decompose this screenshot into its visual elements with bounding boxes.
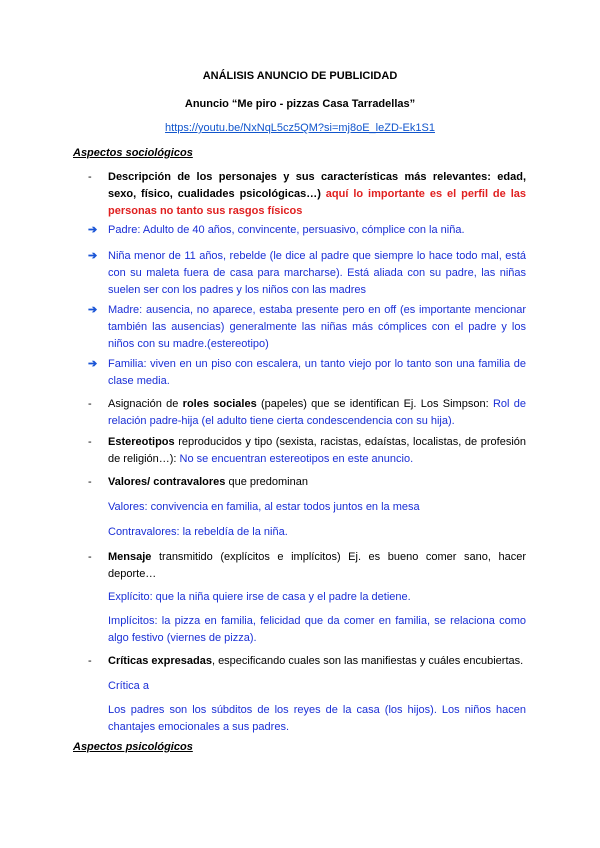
valores-label: Valores/ contravalores [108,476,226,488]
arrow-icon: ➔ [88,250,98,262]
dash-marker: - [88,655,92,667]
criticas-label: Críticas expresadas [108,655,212,667]
madre-item: Madre: ausencia, no aparece, estaba presente pero en off (es importante mencionar también las ausencias) generalmente las niñas más cómplices con el padre y los niños con su madre.(estereotipo) [108,304,526,350]
personajes-note: aquí lo importante es el perfil de las personas no tanto sus rasgos físicos [108,188,526,217]
dash-marker: - [88,398,92,410]
criticas-item [108,653,526,670]
estereotipos-answer: No se encuentran estereotipos en este anuncio. [179,453,414,465]
section-heading-psicologicos: Aspectos psicológicos [73,741,193,753]
valores-item [108,474,526,491]
roles-prefix: Asignación de [108,398,183,410]
valores-desc: que predominan [225,476,308,488]
arrow-icon: ➔ [88,224,98,236]
personajes-label: Descripción de los personajes y sus características más relevantes: edad, sexo, físico, cualidades psicológicas…) [108,171,526,200]
implicito-answer: Implícitos: la pizza en familia, felicidad que da comer en familia, se relaciona como algo festivo (viernes de pizza). [108,615,526,644]
mensaje-label: Mensaje [108,551,152,563]
video-link[interactable]: https://youtu.be/NxNqL5cz5QM?si=mj8oE_leZD-Ek1S1 [165,122,435,134]
estereotipos-label: Estereotipos [108,436,175,448]
roles-answer: Rol de relación padre-hija (el adulto tiene cierta condescendencia con su hija). [108,398,526,427]
arrow-icon: ➔ [88,358,98,370]
dash-marker: - [88,436,92,448]
roles-desc: (papeles) que se identifican Ej. Los Simpson: [256,398,493,410]
nina-item: Niña menor de 11 años, rebelde (le dice al padre que siempre lo hace todo mal, está con su maleta fuera de casa para marcharse). Está aliada con su padre, las niñas suelen ser con los padres y los niños con las madres [108,250,526,296]
explicito-answer: Explícito: que la niña quiere irse de casa y el padre la detiene. [108,591,411,603]
critica-a-answer: Crítica a [108,680,149,692]
document-subtitle: Anuncio “Me piro - pizzas Casa Tarradellas” [184,98,416,110]
personajes-item [108,169,526,220]
roles-label: roles sociales [182,398,257,410]
contravalores-answer: Contravalores: la rebeldía de la niña. [108,526,288,538]
estereotipos-item [108,434,526,468]
padre-item: Padre: Adulto de 40 años, convincente, persuasivo, cómplice con la niña. [108,224,465,236]
mensaje-item [108,549,526,583]
familia-item: Familia: viven en un piso con escalera, un tanto viejo por lo tanto son una familia de clase media. [108,358,526,387]
arrow-icon: ➔ [88,304,98,316]
roles-item [108,396,526,430]
document-title: ANÁLISIS ANUNCIO DE PUBLICIDAD [202,70,398,82]
dash-marker: - [88,551,92,563]
padres-subditos-answer: Los padres son los súbditos de los reyes de la casa (los hijos). Los niños hacen chantajes emocionales a sus padres. [108,704,526,733]
section-heading-sociologicos: Aspectos sociológicos [73,147,193,159]
criticas-desc: , especificando cuales son las manifiestas y cuáles encubiertas. [211,655,524,667]
dash-marker: - [88,476,92,488]
estereotipos-desc: reproducidos y tipo (sexista, racistas, edaístas, localistas, de profesión de religión…): [108,436,526,465]
valores-answer: Valores: convivencia en familia, al estar todos juntos en la mesa [108,501,420,513]
dash-marker: - [88,171,92,183]
mensaje-desc: transmitido (explícitos e implícitos) Ej. es bueno comer sano, hacer deporte… [108,551,526,580]
